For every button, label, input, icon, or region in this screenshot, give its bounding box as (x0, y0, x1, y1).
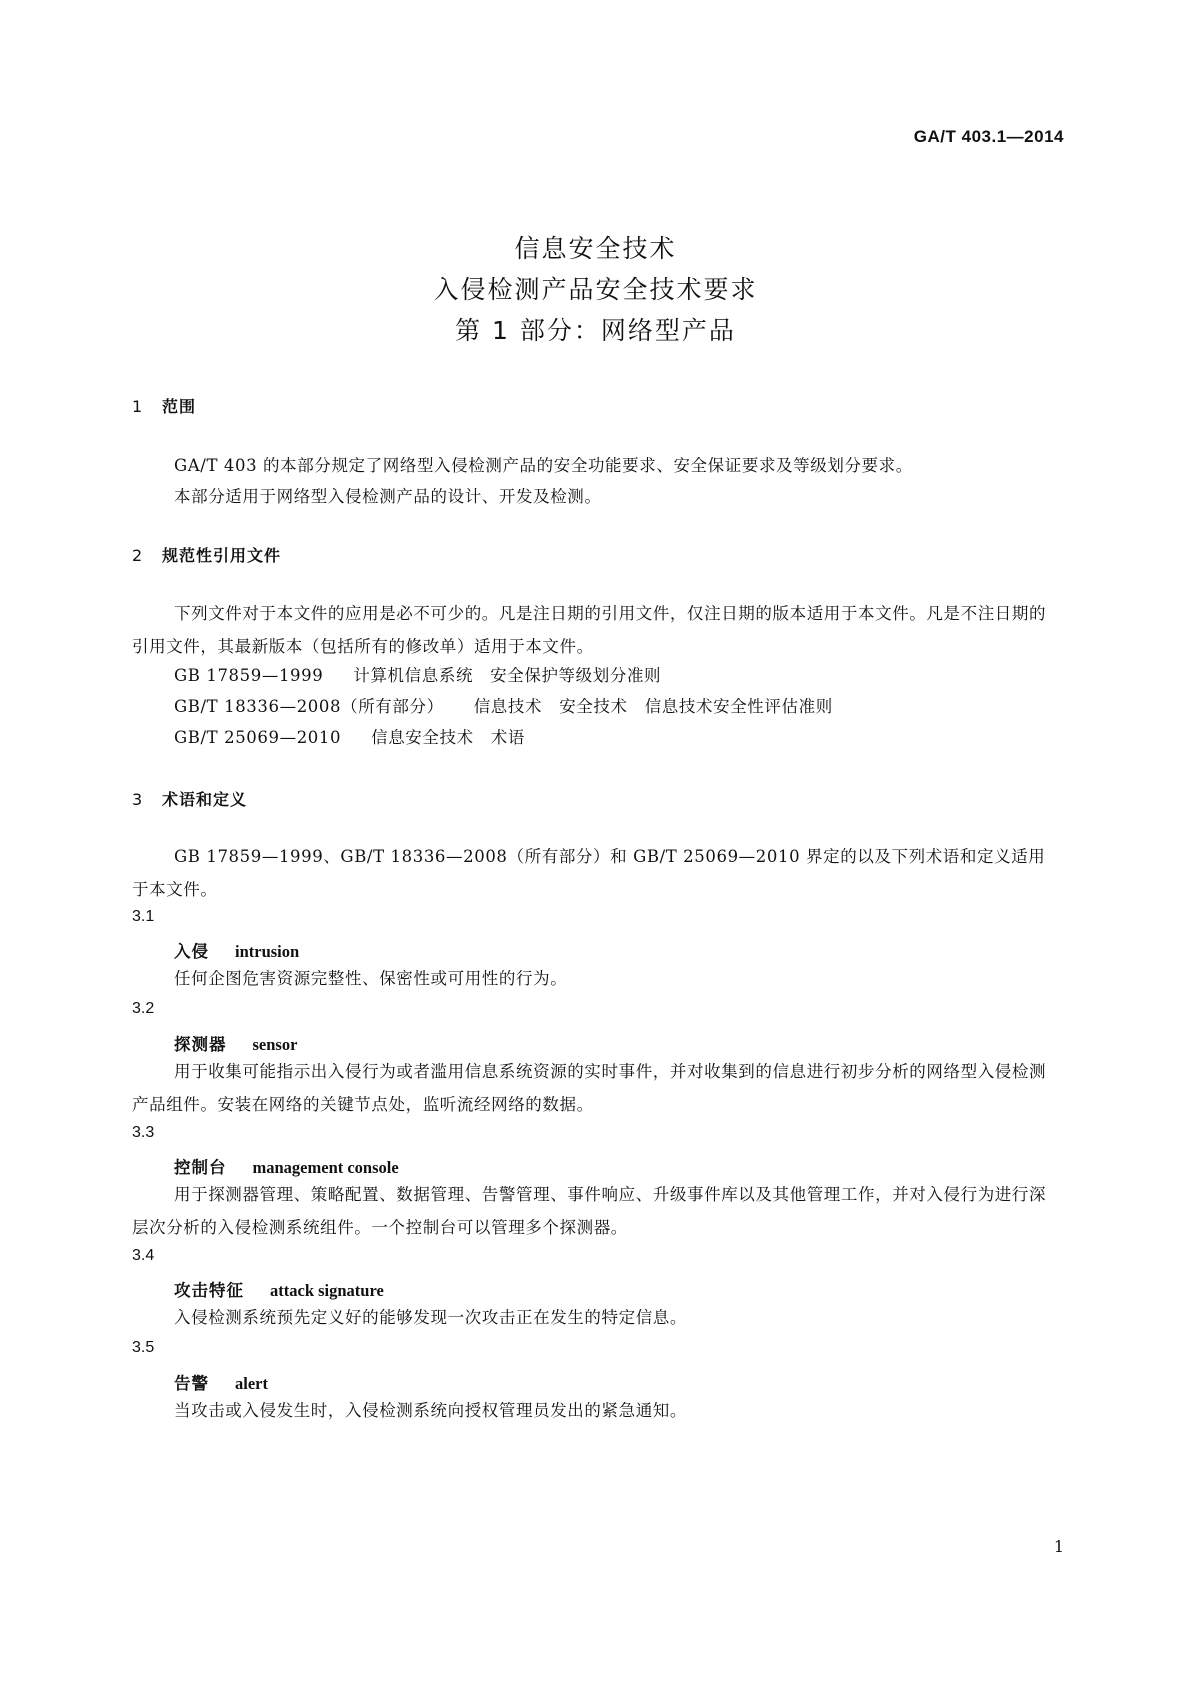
term-en: intrusion (235, 942, 300, 961)
reference-code: GB 17859—1999 (174, 666, 324, 685)
term-title (174, 938, 299, 962)
term-en: alert (235, 1374, 268, 1393)
term-number: 3.2 (132, 1000, 155, 1017)
term-definition: 当攻击或入侵发生时，入侵检测系统向授权管理员发出的紧急通知。 (174, 1401, 687, 1420)
reference-code: GB/T 25069—2010 (174, 728, 342, 747)
scope-paragraph-1: GA/T 403 的本部分规定了网络型入侵检测产品的安全功能要求、安全保证要求及等级划分要求。 (174, 456, 913, 475)
term-definition: 用于收集可能指示出入侵行为或者滥用信息系统资源的实时事件，并对收集到的信息进行初步分析的网络型入侵检测产品组件。安装在网络的关键节点处，监听流经网络的数据。 (132, 1062, 1047, 1114)
section-title: 范围 (162, 397, 197, 416)
section-heading-normative (132, 543, 281, 566)
page-number: 1 (1053, 1537, 1064, 1556)
term-number: 3.1 (132, 908, 155, 925)
section-number: 2 (132, 546, 144, 565)
title-line-1: 信息安全技术 (514, 234, 677, 263)
term-en: sensor (252, 1035, 298, 1054)
reference-item (174, 659, 661, 692)
reference-item (174, 690, 833, 723)
term-title (174, 1370, 268, 1394)
normative-intro: 下列文件对于本文件的应用是必不可少的。凡是注日期的引用文件，仅注日期的版本适用于本文件。凡是不注日期的引用文件，其最新版本（包括所有的修改单）适用于本文件。 (132, 604, 1047, 656)
reference-title: 计算机信息系统 安全保护等级划分准则 (353, 666, 662, 685)
reference-code: GB/T 18336—2008（所有部分） (174, 697, 444, 716)
term-number: 3.3 (132, 1124, 155, 1141)
term-number: 3.5 (132, 1339, 155, 1356)
section-number: 1 (132, 397, 144, 416)
term-title (174, 1154, 399, 1178)
term-title (174, 1031, 297, 1055)
section-title: 术语和定义 (162, 790, 248, 809)
terms-intro: GB 17859—1999、GB/T 18336—2008（所有部分）和 GB/T 25069—2010 界定的以及下列术语和定义适用于本文件。 (132, 847, 1046, 899)
document-title (0, 228, 1191, 351)
section-number: 3 (132, 790, 144, 809)
term-title (174, 1277, 384, 1301)
reference-title: 信息安全技术 术语 (371, 728, 526, 747)
title-line-2: 入侵检测产品安全技术要求 (433, 275, 758, 304)
title-line-3: 第 1 部分：网络型产品 (455, 316, 736, 345)
section-heading-terms (132, 787, 247, 810)
standard-code: GA/T 403.1—2014 (913, 127, 1064, 146)
section-heading-scope (132, 394, 196, 417)
term-definition: 任何企图危害资源完整性、保密性或可用性的行为。 (174, 969, 568, 988)
term-zh: 告警 (174, 1374, 209, 1393)
section-title: 规范性引用文件 (162, 546, 282, 565)
term-number: 3.4 (132, 1247, 155, 1264)
reference-title: 信息技术 安全技术 信息技术安全性评估准则 (473, 697, 833, 716)
scope-paragraph-2: 本部分适用于网络型入侵检测产品的设计、开发及检测。 (174, 487, 602, 506)
term-definition: 入侵检测系统预先定义好的能够发现一次攻击正在发生的特定信息。 (174, 1308, 687, 1327)
term-zh: 探测器 (174, 1035, 227, 1054)
term-en: management console (252, 1158, 399, 1177)
term-zh: 攻击特征 (174, 1281, 244, 1300)
term-en: attack signature (270, 1281, 384, 1300)
term-zh: 入侵 (174, 942, 209, 961)
term-definition: 用于探测器管理、策略配置、数据管理、告警管理、事件响应、升级事件库以及其他管理工作，并对入侵行为进行深层次分析的入侵检测系统组件。一个控制台可以管理多个探测器。 (132, 1185, 1047, 1237)
term-zh: 控制台 (174, 1158, 227, 1177)
reference-item (174, 721, 525, 754)
